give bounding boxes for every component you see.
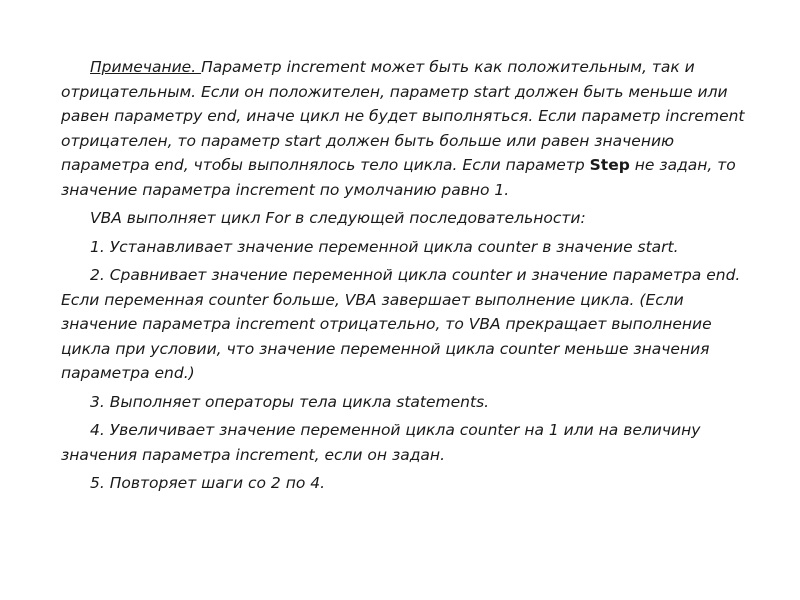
note-text-part2: не задан, то значение параметра increment по умолчанию равно 1. bbox=[61, 156, 736, 199]
step-item-3: 3. Выполняет операторы тела цикла statements. bbox=[90, 392, 490, 411]
note-text-part1: Параметр increment может быть как положительным, так и отрицательным. Если он положителен, параметр start должен быть меньше или равен параметру end, иначе цикл не будет выполняться. Если параметр increment отрицателен, то параметр start должен быть больше или равен значению параметра end, чтобы выполнялось тело цикла. Если параметр bbox=[61, 58, 745, 174]
step-item-2: 2. Сравнивает значение переменной цикла counter и значение параметра end. Если переменная counter больше, VBA завершает выполнение цикла. (Если значение параметра increment отрицательно, то VBA прекращает выполнение цикла при условии, что значение переменной цикла counter меньше значения параметра end.) bbox=[61, 266, 741, 382]
step-item-1: 1. Устанавливает значение переменной цикла counter в значение start. bbox=[90, 237, 679, 256]
note-label: Примечание. bbox=[90, 58, 202, 76]
document-body bbox=[61, 55, 751, 500]
step-item-4: 4. Увеличивает значение переменной цикла counter на 1 или на величину значения параметра increment, если он задан. bbox=[61, 421, 701, 464]
step-item-5: 5. Повторяет шаги со 2 по 4. bbox=[90, 474, 326, 492]
intro-paragraph: VBA выполняет цикл For в следующей последовательности: bbox=[90, 209, 586, 227]
step-keyword: Step bbox=[589, 156, 630, 174]
note-paragraph bbox=[61, 55, 751, 202]
